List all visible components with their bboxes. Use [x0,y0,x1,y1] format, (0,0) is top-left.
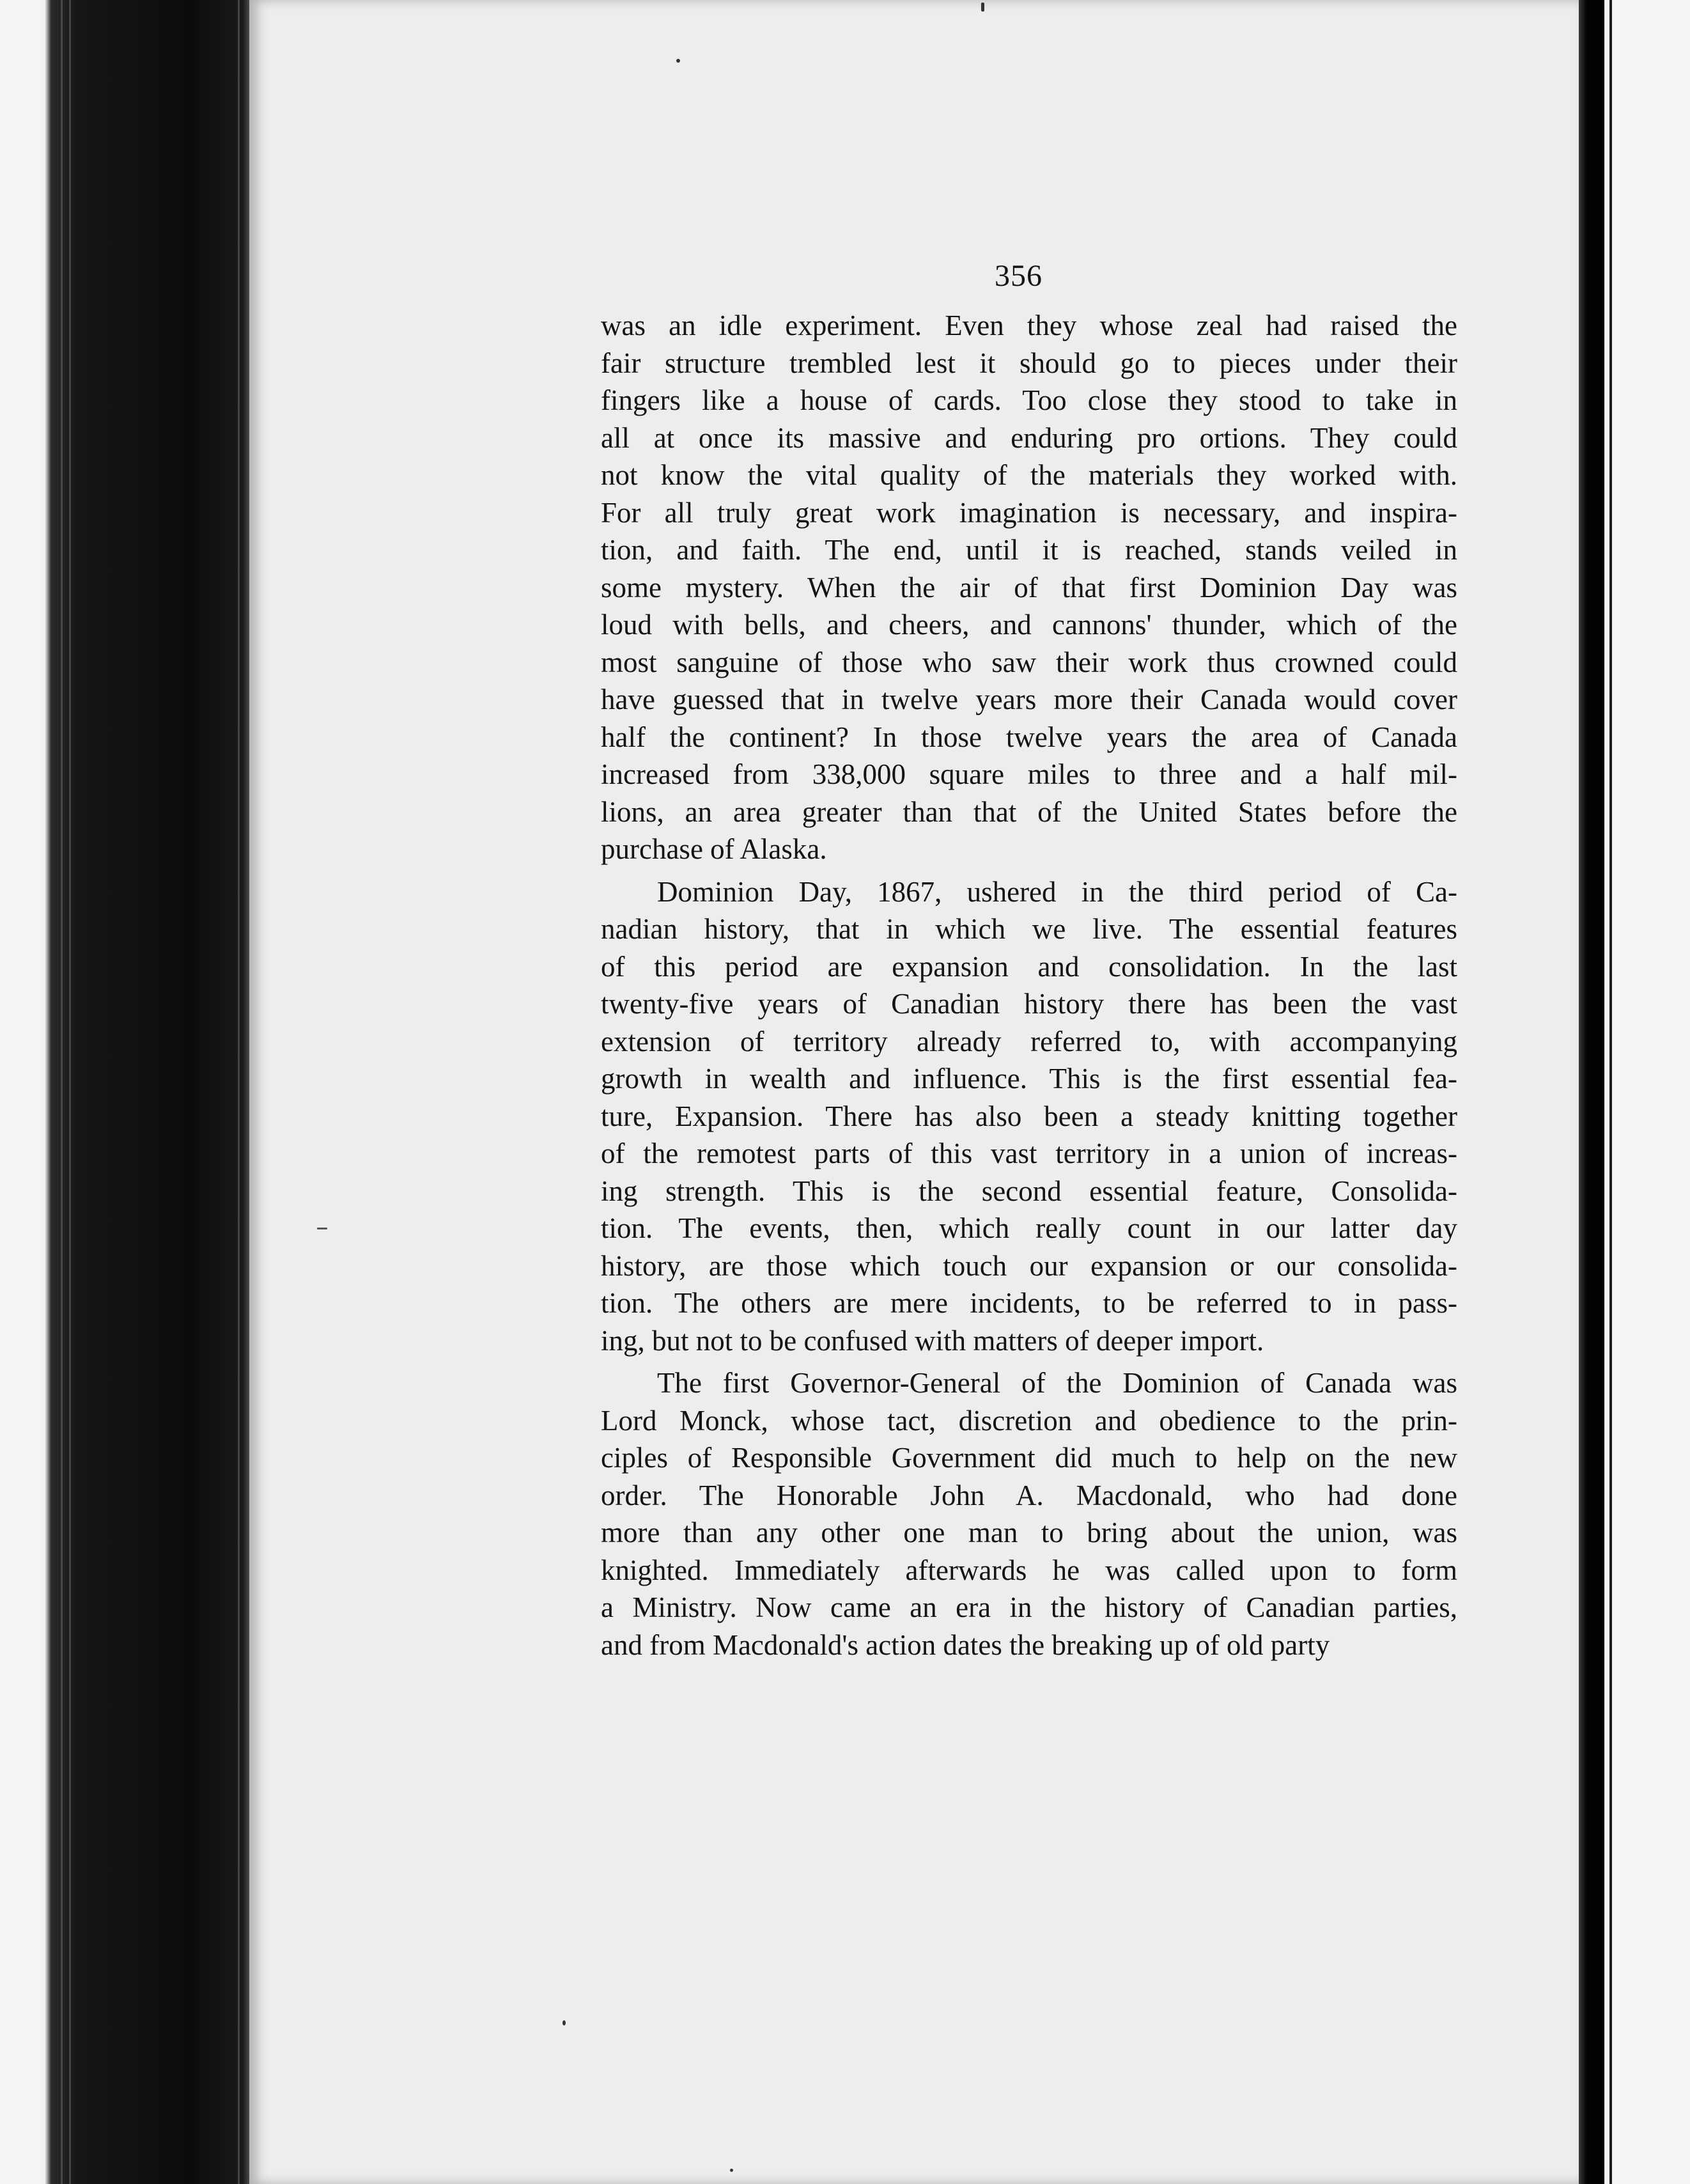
text-line: growth in wealth and influence. This is the first essential fea- [601,1063,1457,1095]
body-text [601,307,1457,1669]
text-line: ciples of Responsible Government did much to help on the new [601,1442,1457,1474]
text-line: ing, but not to be confused with matters of deeper import. [601,1324,1264,1357]
text-line: of the remotest parts of this vast territory in a union of increas- [601,1137,1457,1169]
text-line: purchase of Alaska. [601,833,827,865]
page-number: 356 [995,259,1043,293]
scan-speck [730,2169,733,2172]
scan-speck [317,1228,327,1229]
text-line: tion. The others are mere incidents, to be referred to in pass- [601,1287,1457,1319]
text-line: lions, an area greater than that of the United States before the [601,795,1457,828]
next-page-edge [1604,0,1690,2184]
text-line: have guessed that in twelve years more their Canada would cover [601,683,1457,715]
paragraph [601,873,1457,1360]
page-gutter [1579,0,1604,2184]
text-line: Lord Monck, whose tact, discretion and obedience to the prin- [601,1404,1457,1437]
text-line: and from Macdonald's action dates the breaking up of old party [601,1628,1330,1661]
text-line: loud with bells, and cheers, and cannons' thunder, which of the [601,609,1457,641]
text-line: of this period are expansion and consolidation. In the last [601,950,1457,983]
text-line: a Ministry. Now came an era in the history of Canadian parties, [601,1591,1457,1623]
next-page-border [1609,0,1612,2184]
text-line: tion, and faith. The end, until it is reached, stands veiled in [601,534,1457,566]
text-line: tion. The events, then, which really count in our latter day [601,1212,1457,1244]
text-line: The first Governor-General of the Dominion of Canada was [657,1367,1457,1399]
scan-left-margin [0,0,249,2184]
text-line: order. The Honorable John A. Macdonald, who had done [601,1479,1457,1511]
text-line: some mystery. When the air of that first Dominion Day was [601,571,1457,604]
text-line: increased from 338,000 square miles to three and a half mil- [601,758,1457,790]
text-line: For all truly great work imagination is necessary, and inspira- [601,496,1457,529]
scan-speck [562,2020,566,2025]
text-line: fingers like a house of cards. Too close they stood to take in [601,384,1457,416]
text-line: extension of territory already referred to, with accompanying [601,1025,1457,1057]
text-line: twenty-five years of Canadian history there has been the vast [601,988,1457,1020]
text-line: not know the vital quality of the materials they worked with. [601,459,1457,491]
text-line: most sanguine of those who saw their work thus crowned could [601,646,1457,678]
scan-streak [69,0,71,2184]
text-line: half the continent? In those twelve years the area of Canada [601,721,1457,753]
paragraph [601,307,1457,868]
text-line: ing strength. This is the second essential feature, Consolida- [601,1174,1457,1207]
text-line: history, are those which touch our expansion or our consolida- [601,1249,1457,1282]
text-line: knighted. Immediately afterwards he was called upon to form [601,1554,1457,1586]
text-line: fair structure trembled lest it should go to pieces under their [601,347,1457,379]
paragraph [601,1364,1457,1664]
scan-speck [981,3,984,12]
text-line: ture, Expansion. There has also been a steady knitting together [601,1100,1457,1132]
text-line: more than any other one man to bring about the union, was [601,1517,1457,1548]
text-line: was an idle experiment. Even they whose zeal had raised the [601,309,1457,341]
text-line: Dominion Day, 1867, ushered in the third period of Ca- [657,875,1457,908]
text-line: nadian history, that in which we live. The essential features [601,913,1457,945]
text-line: all at once its massive and enduring pro ortions. They could [601,421,1457,454]
scan-streak [61,0,63,2184]
scan-speck [676,59,680,63]
scan-streak [238,0,240,2184]
